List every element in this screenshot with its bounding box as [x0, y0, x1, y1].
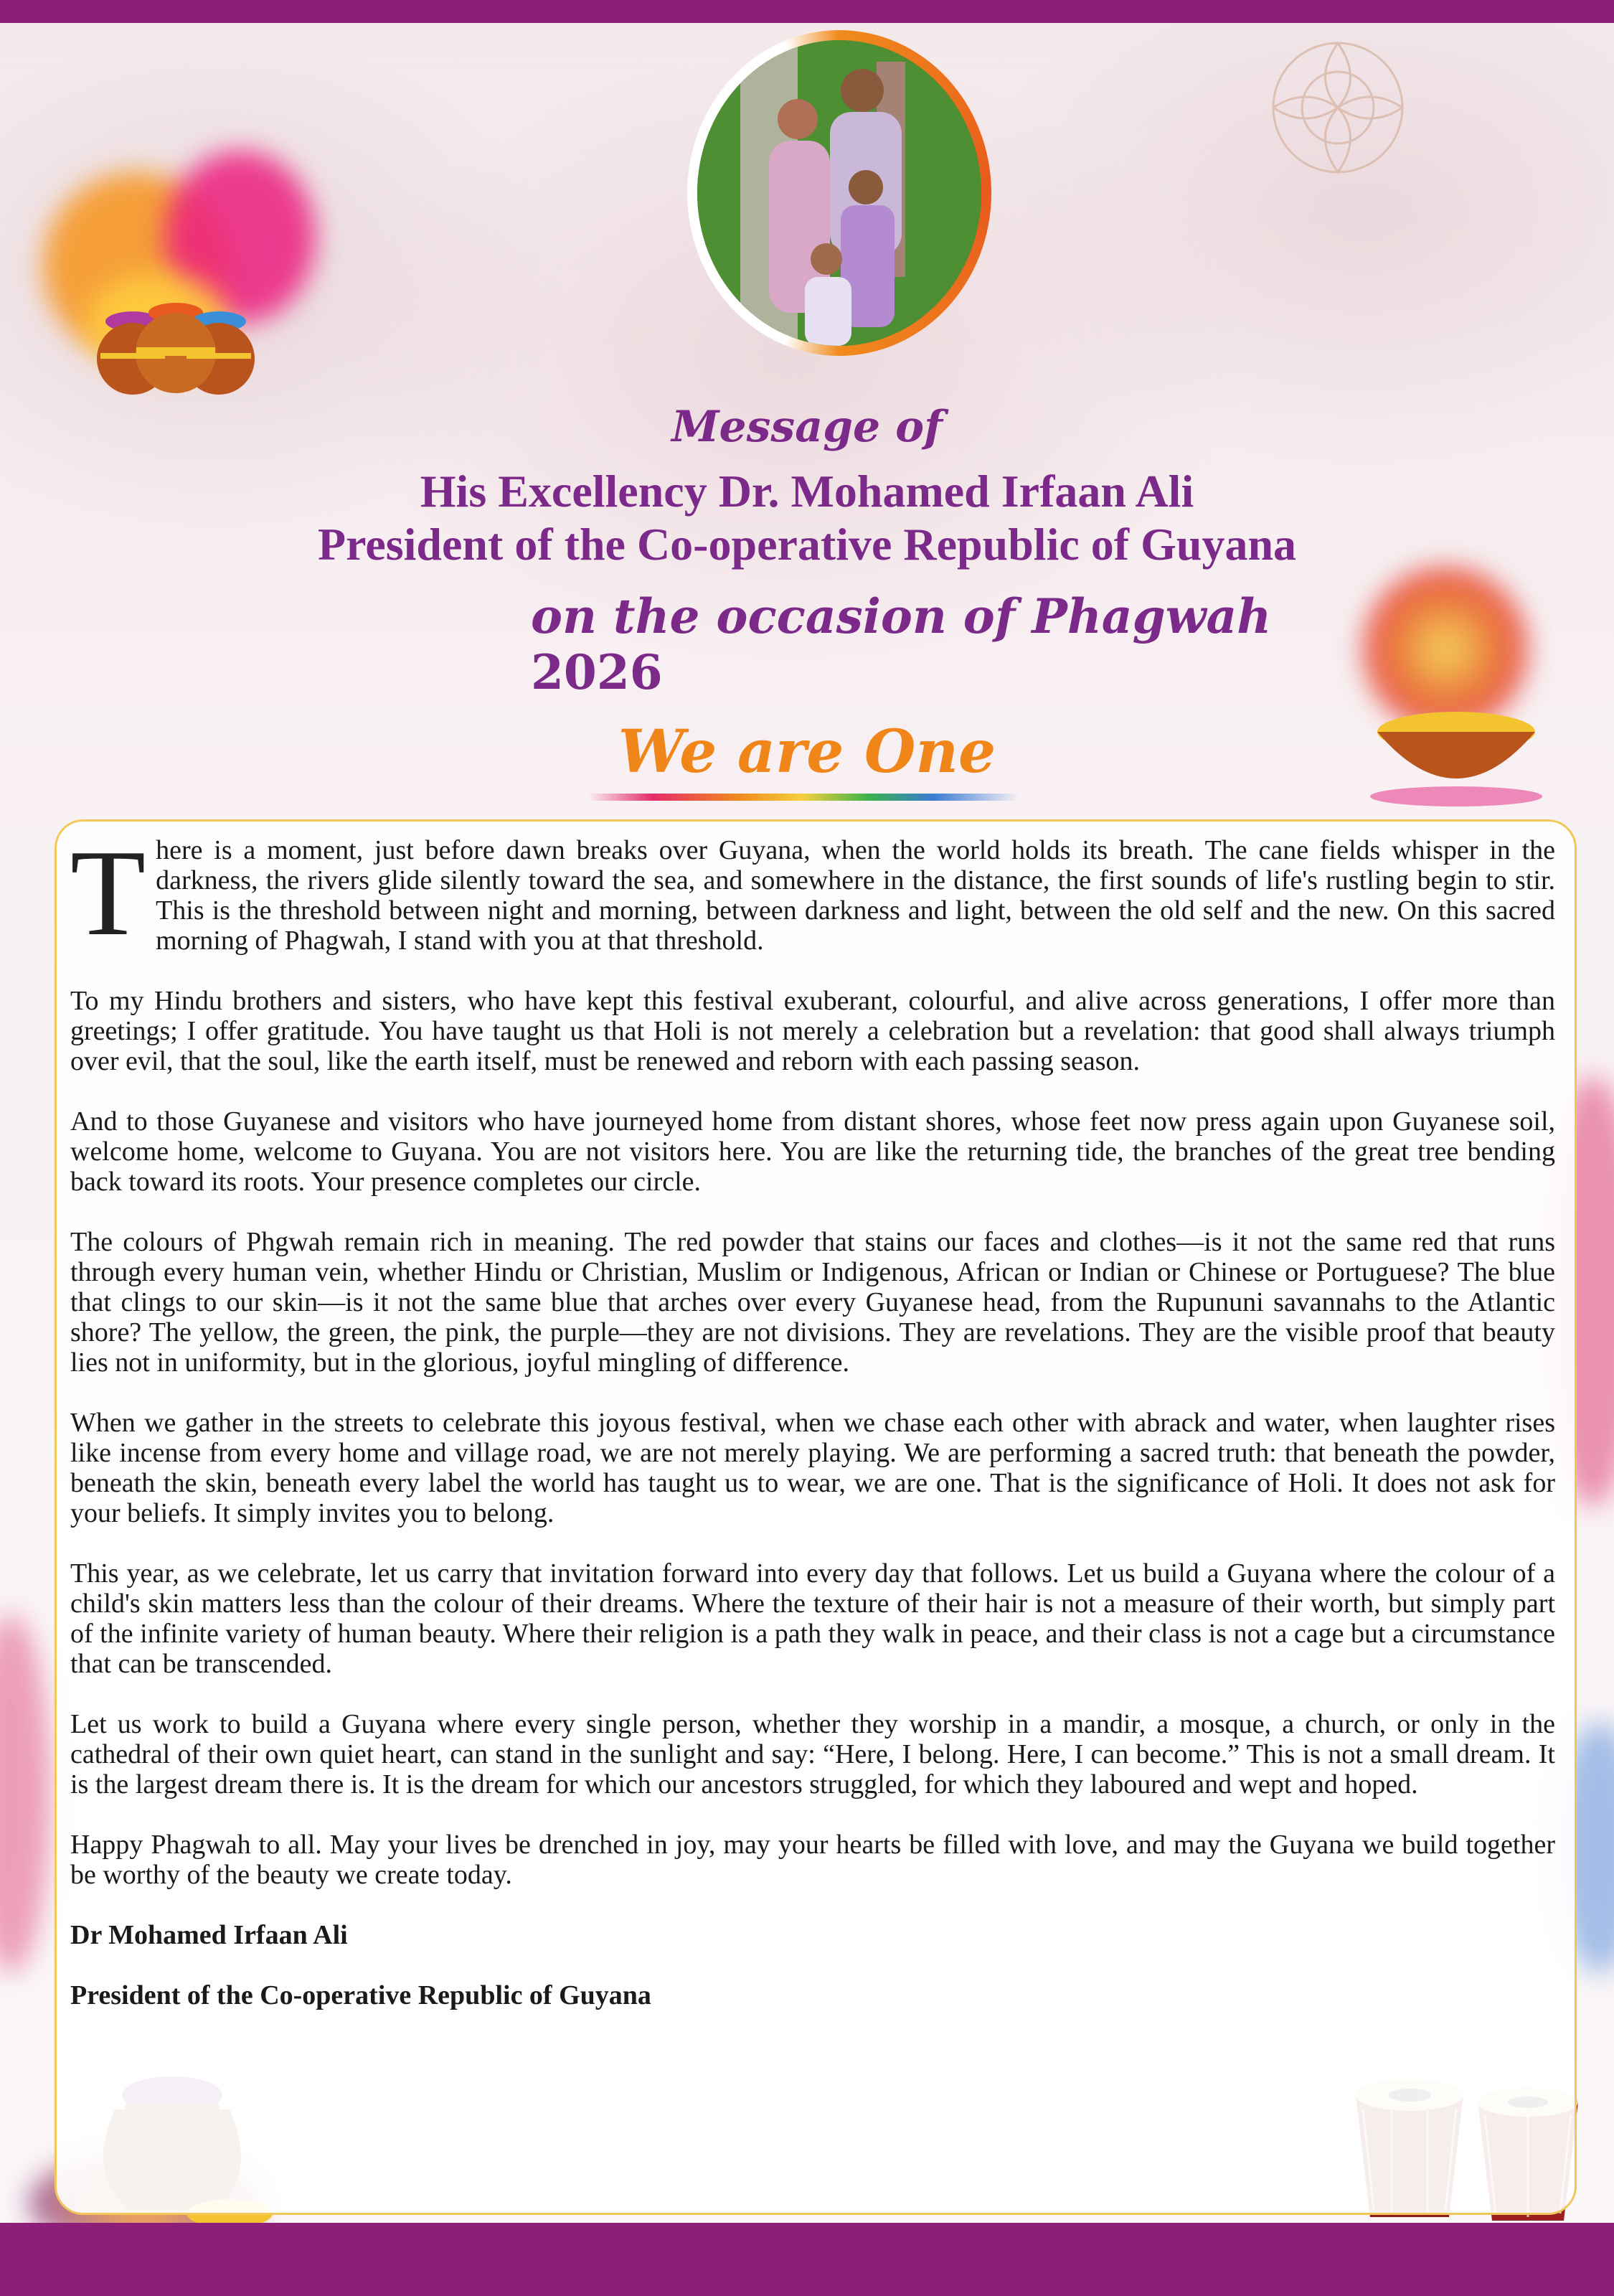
drop-cap: T — [70, 825, 146, 961]
paragraph-8: Happy Phagwah to all. May your lives be drenched in joy, may your hearts be filled with love, and may the Guyana we build together be worthy of the beauty we create today. — [70, 1830, 1555, 1890]
paragraph-1-text: here is a moment, just before dawn breaks over Guyana, when the world holds its breath. The cane fields whisper in the darkness, the rivers glide silently toward the sea, and somewhere in the distance, the first sounds of life's rustling begin to stir. This is the threshold between night and morning, between darkness and light, between the old self and the new. On this sacred morning of Phagwah, I stand with you at that threshold. — [156, 835, 1555, 956]
color-splash-left-side — [0, 1614, 50, 1973]
rainbow-underline — [588, 794, 1019, 801]
occasion-heading — [531, 588, 1392, 700]
family-figures-icon — [697, 40, 981, 346]
occasion-text: on the occasion of Phagwah — [531, 588, 1272, 644]
paragraph-3: And to those Guyanese and visitors who have journeyed home from distant shores, whose feet now press again upon Guyanese soil, welcome home, welcome to Guyana. You are not visitors here. You are like the returning tide, the branches of the great tree bending back toward its roots. Your presence completes our circle. — [70, 1106, 1555, 1197]
family-portrait-photo — [697, 40, 981, 346]
signature-name: Dr Mohamed Irfaan Ali — [70, 1920, 348, 1950]
paragraph-6: This year, as we celebrate, let us carry that invitation forward into every day that follows. Let us build a Guyana where the colour of a child's skin matters less than the colour of their dreams. Where the texture of their hair is not a measure of their worth, but simply part of the infinite variety of human beauty. Where their religion is a path they walk in peace, and their class is not a cage but a circumstance that can be transcended. — [70, 1558, 1555, 1679]
mandala-icon — [1219, 14, 1456, 201]
occasion-year: 2026 — [531, 644, 663, 700]
signature-title: President of the Co-operative Republic of Guyana — [70, 1980, 651, 2010]
bottom-border-bar — [0, 2223, 1614, 2296]
slogan-heading: We are One — [618, 718, 996, 786]
president-name-heading: His Excellency Dr. Mohamed Irfaan Ali — [420, 466, 1194, 517]
paragraph-2: To my Hindu brothers and sisters, who have kept this festival exuberant, colourful, and alive across generations, I offer more than greetings; I offer gratitude. You have taught us that Holi is not merely a celebration but a revelation: that good shall always triumph over evil, that the soul, like the earth itself, must be renewed and reborn with each passing season. — [70, 986, 1555, 1076]
paragraph-1 — [70, 825, 1555, 961]
color-pots-icon — [93, 287, 258, 402]
message-of-heading: Message of — [671, 402, 943, 452]
paragraph-5: When we gather in the streets to celebrate this joyous festival, when we chase each other with abrack and water, when laughter rises like incense from every home and village road, we are not merely playing. We are performing a sacred truth: that beneath the powder, beneath the skin, beneath every label the world has taught us to wear, we are one. That is the significance of Holi. It does not ask for your beliefs. It simply invites you to belong. — [70, 1408, 1555, 1528]
message-body — [70, 825, 1555, 2041]
paragraph-4: The colours of Phgwah remain rich in meaning. The red powder that stains our faces and clothes—is it not the same red that runs through every human vein, whether Hindu or Christian, Muslim or Indigenous, African or Indian or Chinese or Portuguese? The blue that clings to our skin—is it not the same blue that arches over every Guyanese head, from the Rupununi savannahs to the Atlantic shore? The yellow, the green, the pink, the purple—they are not divisions. They are revelations. They are the visible proof that beauty lies not in uniformity, but in the glorious, joyful mingling of difference. — [70, 1227, 1555, 1378]
paragraph-7: Let us work to build a Guyana where every single person, whether they worship in a mandir, a mosque, a church, or only in the cathedral of their own quiet heart, can stand in the sunlight and say: “Here, I belong. Here, I can become.” This is not a small dream. It is the largest dream there is. It is the dream for which our ancestors struggled, for which they laboured and wept and hoped. — [70, 1709, 1555, 1799]
president-title-heading: President of the Co-operative Republic of Guyana — [317, 519, 1297, 570]
